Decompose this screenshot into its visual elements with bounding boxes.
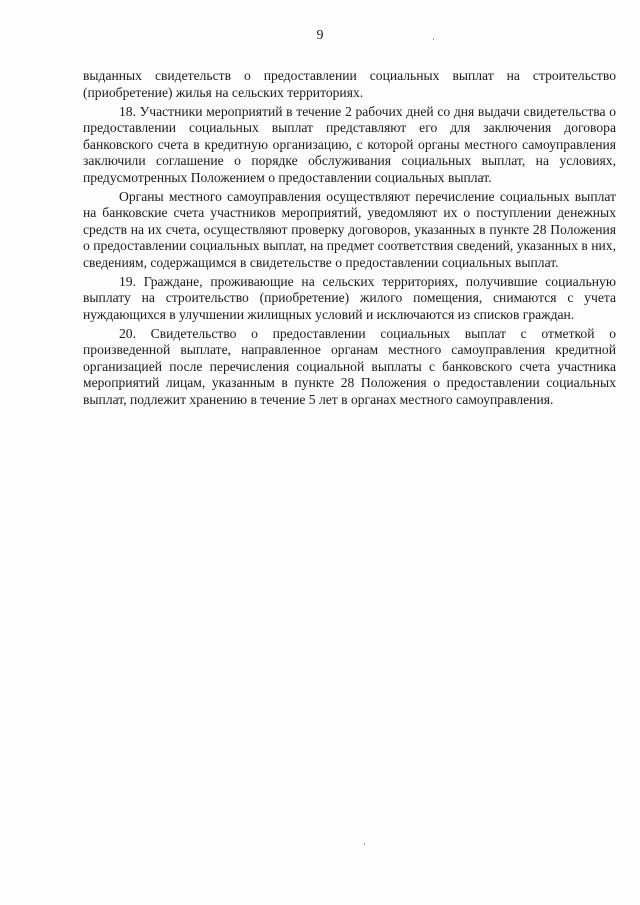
document-body (83, 68, 616, 411)
paragraph-item-18: 18. Участники мероприятий в течение 2 рабочих дней со дня выдачи свидетельства о предоставлении социальных выплат представляют его для заключения договора банковского счета в кредитную организацию, с которой органы местного самоуправления заключили соглашение о порядке обслуживания социальных выплат, на условиях, предусмотренных Положением о предоставлении социальных выплат. (83, 103, 616, 185)
scan-speck (433, 38, 434, 40)
scan-speck (364, 843, 365, 845)
page-number: 9 (316, 28, 324, 43)
paragraph-item-20: 20. Свидетельство о предоставлении социальных выплат с отметкой о произведенной выплате, направленное органам местного самоуправления кредитной организацией после перечисления социальной выплаты с банковского счета участника мероприятий лицам, указанным в пункте 28 Положения о предоставлении социальных выплат, подлежит хранению в течение 5 лет в органах местного самоуправления. (83, 325, 616, 407)
paragraph-item-19: 19. Граждане, проживающие на сельских территориях, получившие социальную выплату на строительство (приобретение) жилого помещения, снимаются с учета нуждающихся в улучшении жилищных условий и исключаются из списков граждан. (83, 273, 616, 322)
paragraph-transfer-procedure: Органы местного самоуправления осуществляют перечисление социальных выплат на банковские счета участников мероприятий, уведомляют их о поступлении денежных средств на их счета, осуществляют проверку договоров, указанных в пункте 28 Положения о предоставлении социальных выплат, на предмет соответствия сведений, указанных в них, сведениям, содержащимся в свидетельстве о предоставлении социальных выплат. (83, 188, 616, 270)
paragraph-continuation: выданных свидетельств о предоставлении социальных выплат на строительство (приобретение) жилья на сельских территориях. (83, 68, 616, 100)
